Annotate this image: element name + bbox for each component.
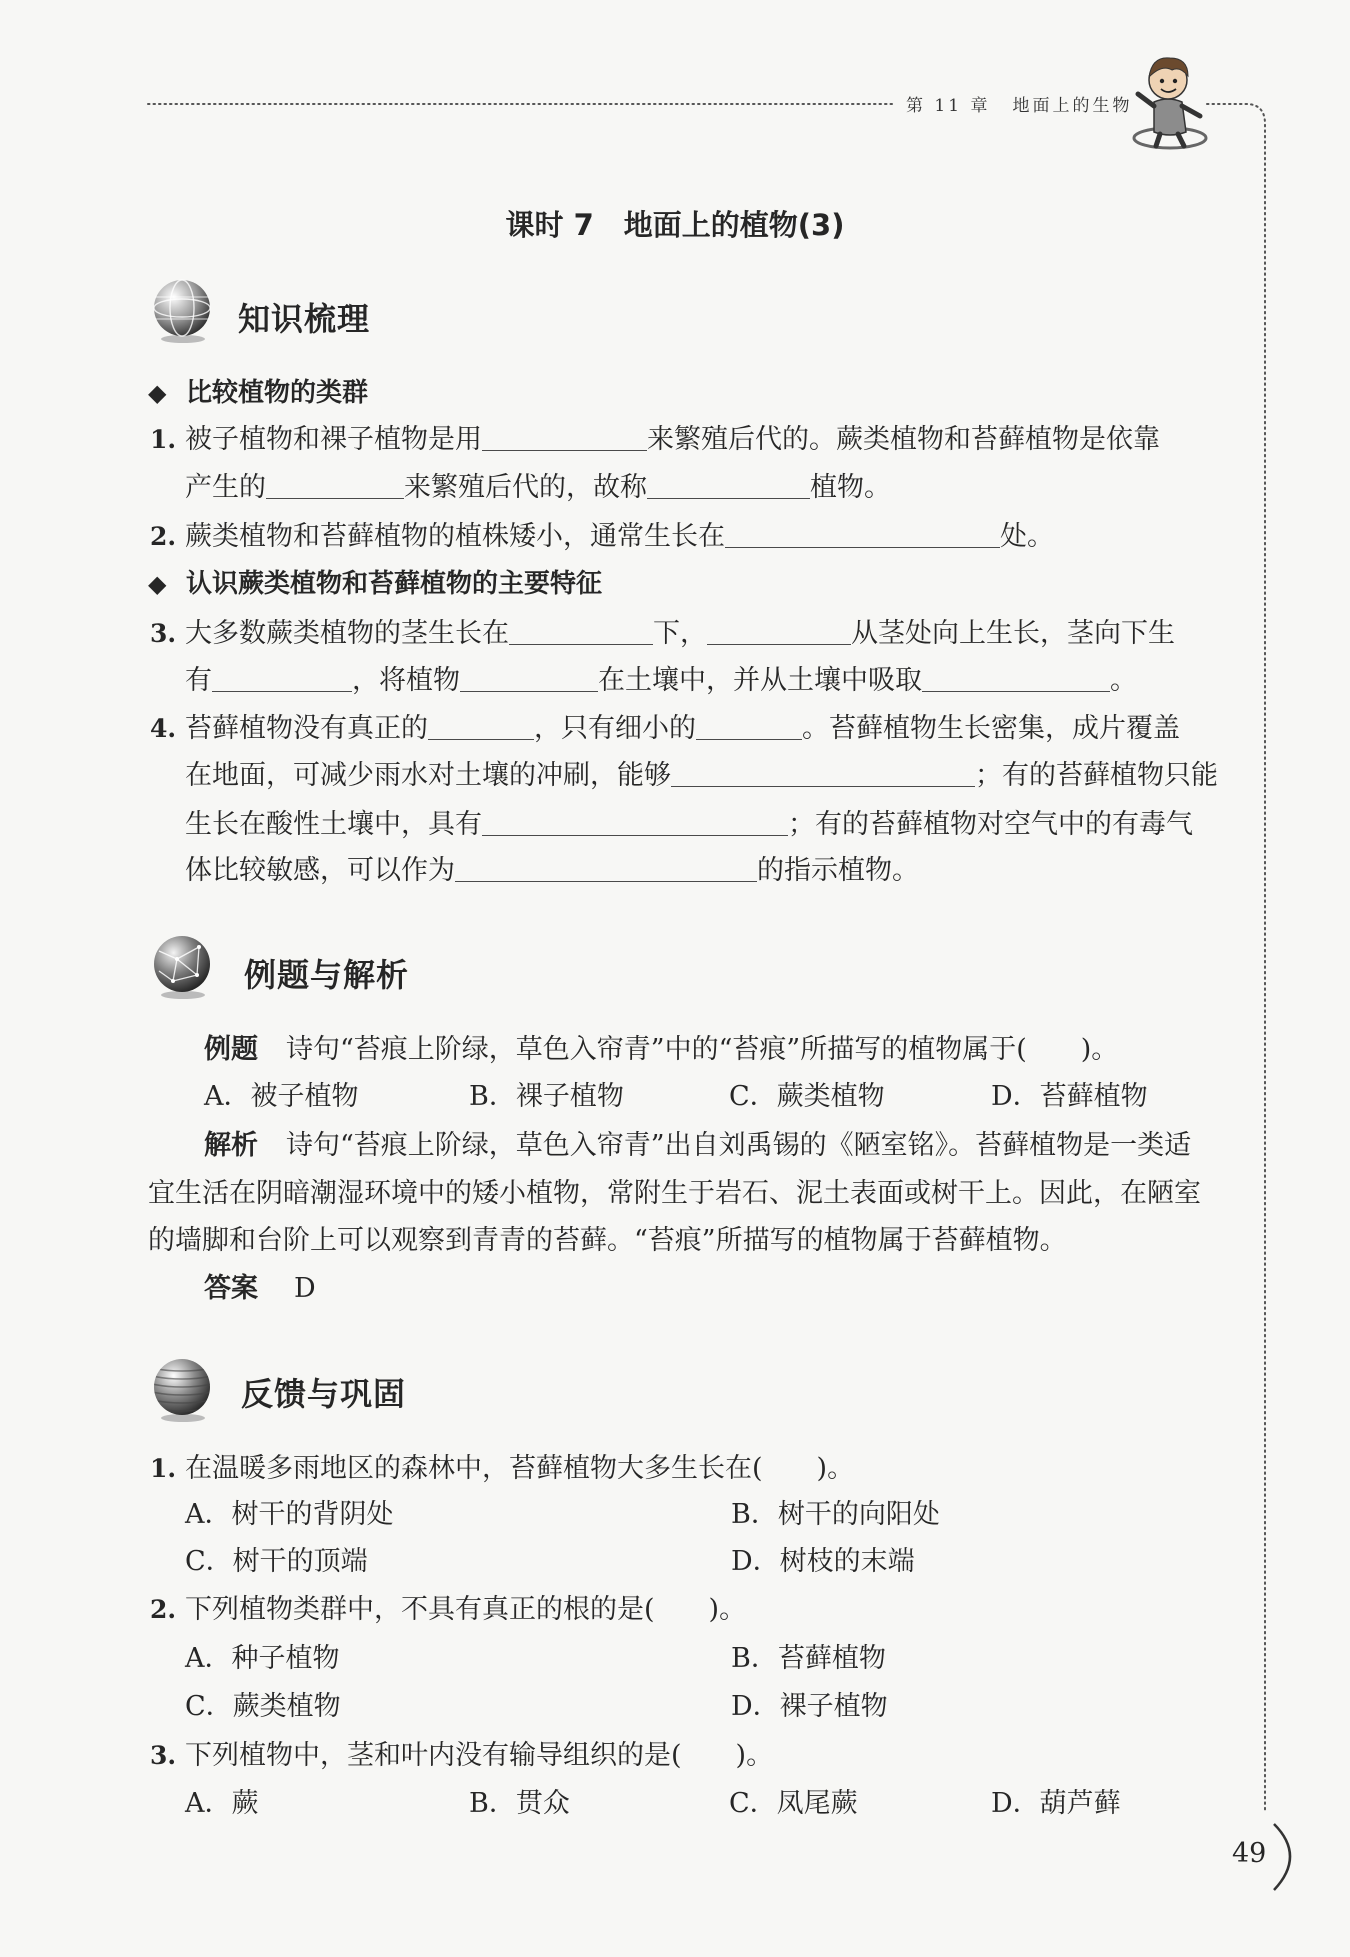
network-globe-icon	[147, 931, 217, 1001]
lesson-number: 课时 7	[505, 208, 594, 242]
topic-heading: 比较植物的类群	[186, 378, 369, 408]
fill-in-blank	[428, 715, 534, 740]
fill-in-blank	[671, 762, 975, 787]
question-line	[185, 520, 1054, 554]
question-line	[185, 617, 1175, 651]
fill-in-blank	[725, 523, 1000, 548]
example-option: D．苔藓植物	[991, 1081, 1148, 1112]
example-option: C．蕨类植物	[729, 1081, 885, 1112]
analysis-line: 的墙脚和台阶上可以观察到青青的苔藓。“苔痕”所描写的植物属于苔藓植物。	[148, 1225, 1067, 1256]
question-line	[185, 759, 1218, 793]
text-segment: ，只有细小的	[534, 713, 696, 744]
question-number: 3.	[150, 619, 177, 648]
striped-sphere-icon	[147, 1354, 217, 1424]
text-segment: 下，	[653, 618, 707, 649]
text-segment: 的指示植物。	[757, 855, 919, 886]
fill-in-blank	[707, 620, 851, 645]
answer-value: D	[294, 1273, 316, 1304]
section-title-example: 例题与解析	[244, 956, 410, 994]
option: C．蕨类植物	[185, 1691, 341, 1722]
question-number: 1.	[150, 1454, 177, 1483]
text-segment: 从茎处向上生长，茎向下生	[851, 618, 1175, 649]
analysis-text: 诗句“苔痕上阶绿，草色入帘青”出自刘禹锡的《陋室铭》。苔藓植物是一类适	[286, 1130, 1192, 1161]
text-segment: 。	[1110, 665, 1137, 696]
text-segment: 。苔藓植物生长密集，成片覆盖	[802, 713, 1180, 744]
question-number: 1.	[150, 425, 177, 454]
question-number: 2.	[150, 1595, 177, 1624]
fill-in-blank	[509, 620, 653, 645]
diamond-bullet-icon: ◆	[148, 570, 167, 598]
option: A．树干的背阴处	[185, 1499, 394, 1530]
cartoon-boy-mascot	[1128, 50, 1212, 154]
analysis-line: 宜生活在阴暗潮湿环境中的矮小植物，常附生于岩石、泥土表面或树干上。因此，在陋室	[148, 1178, 1201, 1209]
chapter-header	[906, 94, 1132, 118]
option: C．凤尾蕨	[729, 1788, 858, 1819]
page-number: 49	[1232, 1838, 1267, 1869]
text-segment: 处。	[1000, 521, 1054, 552]
question-text: 下列植物类群中，不具有真正的根的是( )。	[185, 1594, 747, 1625]
option: B．树干的向阳处	[731, 1499, 940, 1530]
question-line	[185, 664, 1137, 698]
lesson-title	[0, 207, 1350, 243]
option: D．树枝的末端	[731, 1546, 915, 1577]
section-title-knowledge: 知识梳理	[238, 300, 371, 338]
topic-heading: 认识蕨类植物和苔藓植物的主要特征	[186, 569, 603, 599]
text-segment: ；有的苔藓植物对空气中的有毒气	[788, 809, 1193, 840]
answer-line	[204, 1272, 316, 1306]
option: D．裸子植物	[731, 1691, 888, 1722]
option: B．苔藓植物	[731, 1643, 886, 1674]
text-segment: 产生的	[185, 472, 266, 503]
globe-icon	[147, 275, 217, 345]
text-segment: ；有的苔藓植物只能	[975, 760, 1218, 791]
text-segment: 体比较敏感，可以作为	[185, 855, 455, 886]
text-segment: 来繁殖后代的。蕨类植物和苔藓植物是依靠	[647, 424, 1160, 455]
question-number: 2.	[150, 522, 177, 551]
question-line	[185, 423, 1160, 457]
fill-in-blank	[482, 811, 788, 836]
option: A．蕨	[185, 1788, 259, 1819]
analysis-line	[204, 1129, 1191, 1163]
example-question-text: 诗句“苔痕上阶绿，草色入帘青”中的“苔痕”所描写的植物属于( )。	[286, 1034, 1119, 1065]
lesson-name: 地面上的植物(3)	[623, 208, 845, 242]
option: A．种子植物	[185, 1643, 340, 1674]
example-question	[204, 1033, 1118, 1067]
analysis-label: 解析	[204, 1130, 258, 1161]
diamond-bullet-icon: ◆	[148, 379, 167, 407]
fill-in-blank	[460, 667, 598, 692]
question-text: 下列植物中，茎和叶内没有输导组织的是( )。	[185, 1740, 774, 1771]
chapter-title: 地面上的生物	[1012, 96, 1133, 116]
question-line	[185, 854, 919, 888]
fill-in-blank	[266, 474, 404, 499]
text-segment: 有	[185, 665, 212, 696]
question-line	[185, 471, 891, 505]
question-line	[185, 808, 1193, 842]
text-segment: 被子植物和裸子植物是用	[185, 424, 482, 455]
text-segment: ，将植物	[352, 665, 460, 696]
text-segment: 生长在酸性土壤中，具有	[185, 809, 482, 840]
text-segment: 大多数蕨类植物的茎生长在	[185, 618, 509, 649]
text-segment: 苔藓植物没有真正的	[185, 713, 428, 744]
option: D．葫芦藓	[991, 1788, 1121, 1819]
option: B．贯众	[469, 1788, 570, 1819]
text-segment: 植物。	[810, 472, 891, 503]
fill-in-blank	[212, 667, 352, 692]
question-text: 在温暖多雨地区的森林中，苔藓植物大多生长在( )。	[185, 1453, 855, 1484]
example-option: A．被子植物	[204, 1081, 359, 1112]
fill-in-blank	[922, 667, 1110, 692]
question-number: 4.	[150, 714, 177, 743]
section-title-feedback: 反馈与巩固	[241, 1375, 407, 1413]
fill-in-blank	[696, 715, 802, 740]
question-number: 3.	[150, 1741, 177, 1770]
text-segment: 来繁殖后代的，故称	[404, 472, 647, 503]
option: C．树干的顶端	[185, 1546, 368, 1577]
text-segment: 在土壤中，并从土壤中吸取	[598, 665, 922, 696]
text-segment: 蕨类植物和苔藓植物的植株矮小，通常生长在	[185, 521, 725, 552]
answer-label: 答案	[204, 1273, 258, 1304]
fill-in-blank	[647, 474, 810, 499]
question-line	[185, 712, 1180, 746]
example-label: 例题	[204, 1034, 258, 1065]
chapter-number: 第 11 章	[906, 96, 991, 116]
fill-in-blank	[482, 426, 647, 451]
fill-in-blank	[455, 857, 757, 882]
text-segment: 在地面，可减少雨水对土壤的冲刷，能够	[185, 760, 671, 791]
example-option: B．裸子植物	[469, 1081, 624, 1112]
